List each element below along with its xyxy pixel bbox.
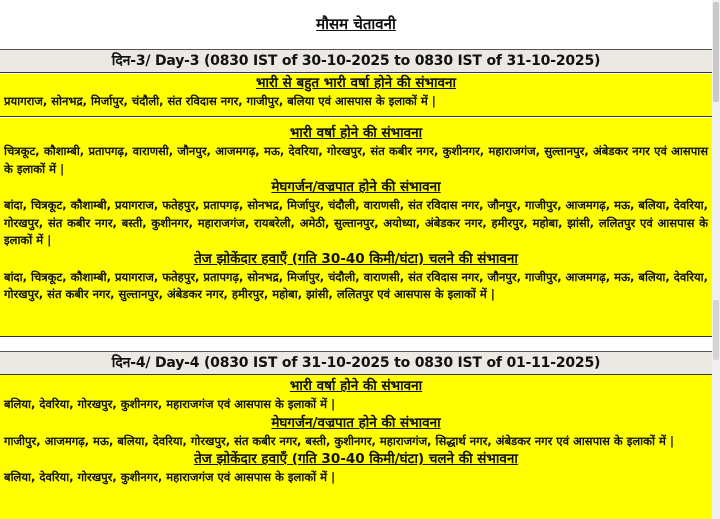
day-4-thunderstorm-section: [0, 414, 712, 451]
day-4-header: दिन-4/ Day-4 (0830 IST of 31-10-2025 to 0830 IST of 01-11-2025): [0, 351, 712, 375]
section-districts: चित्रकूट, कौशाम्बी, प्रतापगढ़, वाराणसी, जौनपुर, आजमगढ़, मऊ, देवरिया, गोरखपुर, संत कबीर नगर, कुशीनगर, महाराजगंज, सुल्तानपुर, अंबेडकर नगर एवं आसपास के इलाकों में |: [4, 144, 708, 176]
section-heading: मेघगर्जन/वज्रपात होने की संभावना: [271, 179, 441, 195]
page-top-artifact: [4, 0, 28, 4]
day-4-sections: [0, 375, 712, 519]
section-heading: भारी वर्षा होने की संभावना: [289, 125, 423, 141]
section-heading: भारी से बहुत भारी वर्षा होने की संभावना: [255, 75, 457, 91]
day-4-gusty-winds-section: [0, 450, 712, 487]
day-3-gusty-winds-section: [0, 250, 712, 304]
page-title: मौसम चेतावनी: [316, 15, 396, 33]
section-heading: मेघगर्जन/वज्रपात होने की संभावना: [271, 414, 441, 431]
day-3-very-heavy-rain-section: [0, 74, 712, 116]
day-3-other-sections: [0, 118, 712, 336]
section-districts: बांदा, चित्रकूट, कौशाम्बी, प्रयागराज, फतेहपुर, प्रतापगढ़, सोनभद्र, मिर्जापुर, चंदौली, वाराणसी, संत रविदास नगर, जौनपुर, गाजीपुर, आजमगढ़, मऊ, बलिया, देवरिया, गोरखपुर, संत कबीर नगर, सुल्तानपुर, अंबेडकर नगर, हमीरपुर, महोबा, झांसी, ललितपुर एवं आसपास के इलाकों में |: [4, 269, 708, 301]
scrollbar-thumb-secondary[interactable]: [713, 300, 719, 360]
day-3-heavy-rain-section: [0, 124, 712, 178]
day-4-heavy-rain-section: [0, 377, 712, 414]
section-districts: प्रयागराज, सोनभद्र, मिर्जापुर, चंदौली, संत रविदास नगर, गाजीपुर, बलिया एवं आसपास के इलाकों में |: [4, 94, 436, 108]
section-heading: भारी वर्षा होने की संभावना: [289, 378, 423, 394]
day-3-thunderstorm-section: [0, 178, 712, 250]
section-districts: गाजीपुर, आजमगढ़, मऊ, बलिया, देवरिया, गोरखपुर, संत कबीर नगर, बस्ती, कुशीनगर, महाराजगंज, सिद्धार्थ नगर, अंबेडकर नगर एवं आसपास के इलाकों में |: [4, 433, 675, 448]
section-districts: बांदा, चित्रकूट, कौशाम्बी, प्रयागराज, फतेहपुर, प्रतापगढ़, सोनभद्र, मिर्जापुर, चंदौली, वाराणसी, संत रविदास नगर, जौनपुर, गाजीपुर, आजमगढ़, मऊ, बलिया, देवरिया, गोरखपुर, संत कबीर नगर, बस्ती, कुशीनगर, महाराजगंज, रायबरेली, अमेठी, सुल्तानपुर, अयोध्या, अंबेडकर नगर, हमीरपुर, महोबा, झांसी, ललितपुर एवं आसपास के इलाकों में |: [4, 198, 708, 247]
section-districts: बलिया, देवरिया, गोरखपुर, कुशीनगर, महाराजगंज एवं आसपास के इलाकों में |: [4, 397, 336, 411]
section-divider: [0, 116, 712, 117]
vertical-scrollbar[interactable]: [712, 0, 720, 519]
scrollbar-thumb[interactable]: [713, 2, 719, 102]
section-districts: बलिया, देवरिया, गोरखपुर, कुशीनगर, महाराजगंज एवं आसपास के इलाकों में |: [4, 470, 336, 484]
day-3-header: दिन-3/ Day-3 (0830 IST of 30-10-2025 to 0830 IST of 31-10-2025): [0, 49, 712, 73]
section-heading: तेज झोकेंदार हवाएँ (गति 30-40 किमी/घंटा) चलने की संभावना: [194, 451, 518, 467]
day-gap: [0, 337, 712, 351]
section-heading: तेज झोकेंदार हवाएँ (गति 30-40 किमी/घंटा) चलने की संभावना: [194, 250, 518, 267]
